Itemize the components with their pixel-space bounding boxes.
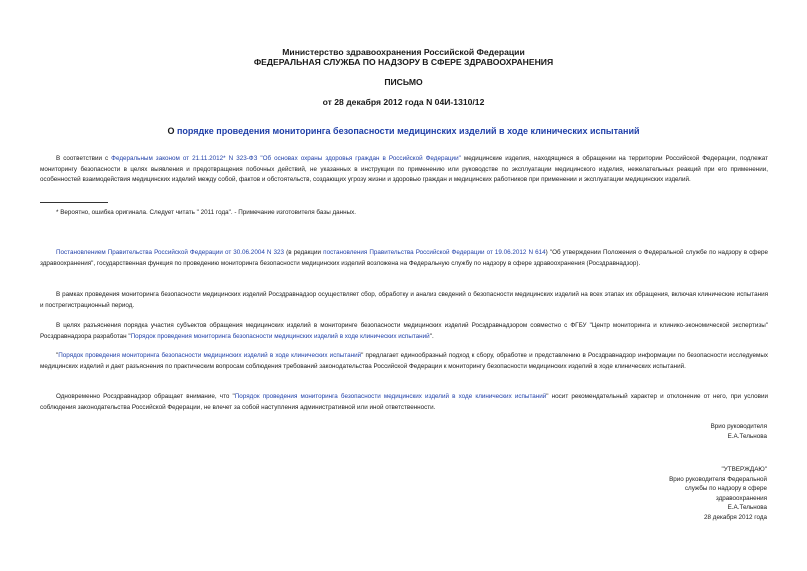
procedure-link-1[interactable]: Порядок проведения мониторинга безопасности медицинских изделий в ходе клинических испытаний	[130, 332, 430, 340]
paragraph-4	[40, 321, 768, 342]
paragraph-1	[40, 154, 768, 186]
title-link[interactable]: порядке проведения мониторинга безопасности медицинских изделий в ходе клинических испытаний	[176, 126, 640, 136]
footnote: * Вероятно, ошибка оригинала. Следует читать " 2011 года". - Примечание изготовителя базы данных.	[56, 209, 357, 216]
federal-law-link[interactable]: Федеральным законом от 21.11.2012* N 323-ФЗ "Об основах охраны здоровья граждан в Российской Федерации"	[111, 155, 461, 162]
signature-block	[711, 422, 767, 441]
doc-type: ПИСЬМО	[384, 77, 423, 87]
approval-date: 28 декабря 2012 года	[704, 513, 767, 521]
paragraph-6	[40, 392, 768, 413]
ministry-name: Министерство здравоохранения Российской Федерации	[282, 47, 525, 57]
p2-text-2: ) "Об утверждении Положения о Федеральной службе по надзору в сфере здравоохранения", государственная функция по проведению мониторинга безопасности медицинских изделий возложена на Федеральную службу по надзору в сфере здравоохранения (Росздравнадзор).	[40, 249, 768, 267]
approval-name: Е.А.Тельнова	[727, 504, 767, 512]
p6-text-1: Одновременно Росздравнадзор обращает внимание, что "	[56, 393, 235, 400]
p2-text-1: (в редакции	[284, 249, 324, 256]
procedure-link-3[interactable]: Порядок проведения мониторинга безопасности медицинских изделий в ходе клинических испытаний	[234, 393, 547, 400]
paragraph-3: В рамках проведения мониторинга безопасности медицинских изделий Росздравнадзор осуществляет сбор, обработку и анализ сведений о безопасности медицинских изделий на всех этапах их обращения, включая клинические испытания и пострегистрационный период.	[40, 291, 768, 309]
approval-line-3: службы по надзору в сфере	[684, 485, 767, 493]
procedure-link-2[interactable]: Порядок проведения мониторинга безопасности медицинских изделий в ходе клинических испытаний	[58, 352, 362, 359]
p1-text-2: медицинские изделия, находящиеся в обращении на территории Российской Федерации, подлежат мониторингу безопасности в целях выявления и предотвращения побочных действий, не указанных в инструкции по применению или руководстве по эксплуатации медицинского изделия, нежелательных реакций при его применении, особенностей взаимодействия медицинских изделий между собой, фактов и обстоятельств, создающих угрозу жизни и здоровью граждан и медицинских работников при применении и эксплуатации медицинских изделий.	[40, 155, 768, 183]
government-decree-amend-link[interactable]: постановления Правительства Российской Федерации от 19.06.2012 N 614	[323, 249, 546, 256]
paragraph-5	[40, 351, 768, 372]
p4-text-2: ".	[429, 332, 434, 340]
p6-text-2: " носит рекомендательный характер и отклонение от него, при условии соблюдения законодательства Российской Федерации, не влечет за собой наступления административной или иной ответственности.	[40, 393, 768, 411]
service-name: ФЕДЕРАЛЬНАЯ СЛУЖБА ПО НАДЗОРУ В СФЕРЕ ЗДРАВООХРАНЕНИЯ	[253, 57, 554, 67]
approval-line-2: Врио руководителя Федеральной	[669, 475, 767, 483]
p4-text-1: В целях разъяснения порядка участия субъектов обращения медицинских изделий в мониторинге безопасности медицинских изделий Росздравнадзором совместно с ФГБУ "Центр мониторинга и клинико-экономической экспертизы" Росздравнадзора разработан "	[40, 322, 768, 340]
footnote-divider	[40, 202, 108, 203]
approval-block	[669, 465, 767, 523]
government-decree-link[interactable]: Постановлением Правительства Российской Федерации от 30.06.2004 N 323	[56, 249, 285, 256]
p5-text-1: "	[56, 352, 59, 359]
doc-date: от 28 декабря 2012 года N 04И-1310/12	[322, 97, 485, 107]
signature-name: Е.А.Тельнова	[727, 432, 767, 440]
title-prefix: О	[167, 126, 177, 136]
p1-text-1: В соответствии с	[56, 155, 112, 162]
approval-line-4: здравоохранения	[715, 494, 767, 502]
p5-text-2: " предлагает единообразный подход к сбору, обработке и представлению в Росздравнадзор информации по безопасности исследуемых медицинских изделий и дает разъяснения по практическим вопросам соблюдения требований законодательства Российской Федерации к мониторингу безопасности медицинских изделий в ходе клинических испытаний.	[40, 352, 768, 370]
approval-stamp: "УТВЕРЖДАЮ"	[721, 466, 767, 473]
signature-position: Врио руководителя	[710, 423, 767, 430]
paragraph-2	[40, 248, 768, 269]
document-title	[0, 126, 807, 136]
